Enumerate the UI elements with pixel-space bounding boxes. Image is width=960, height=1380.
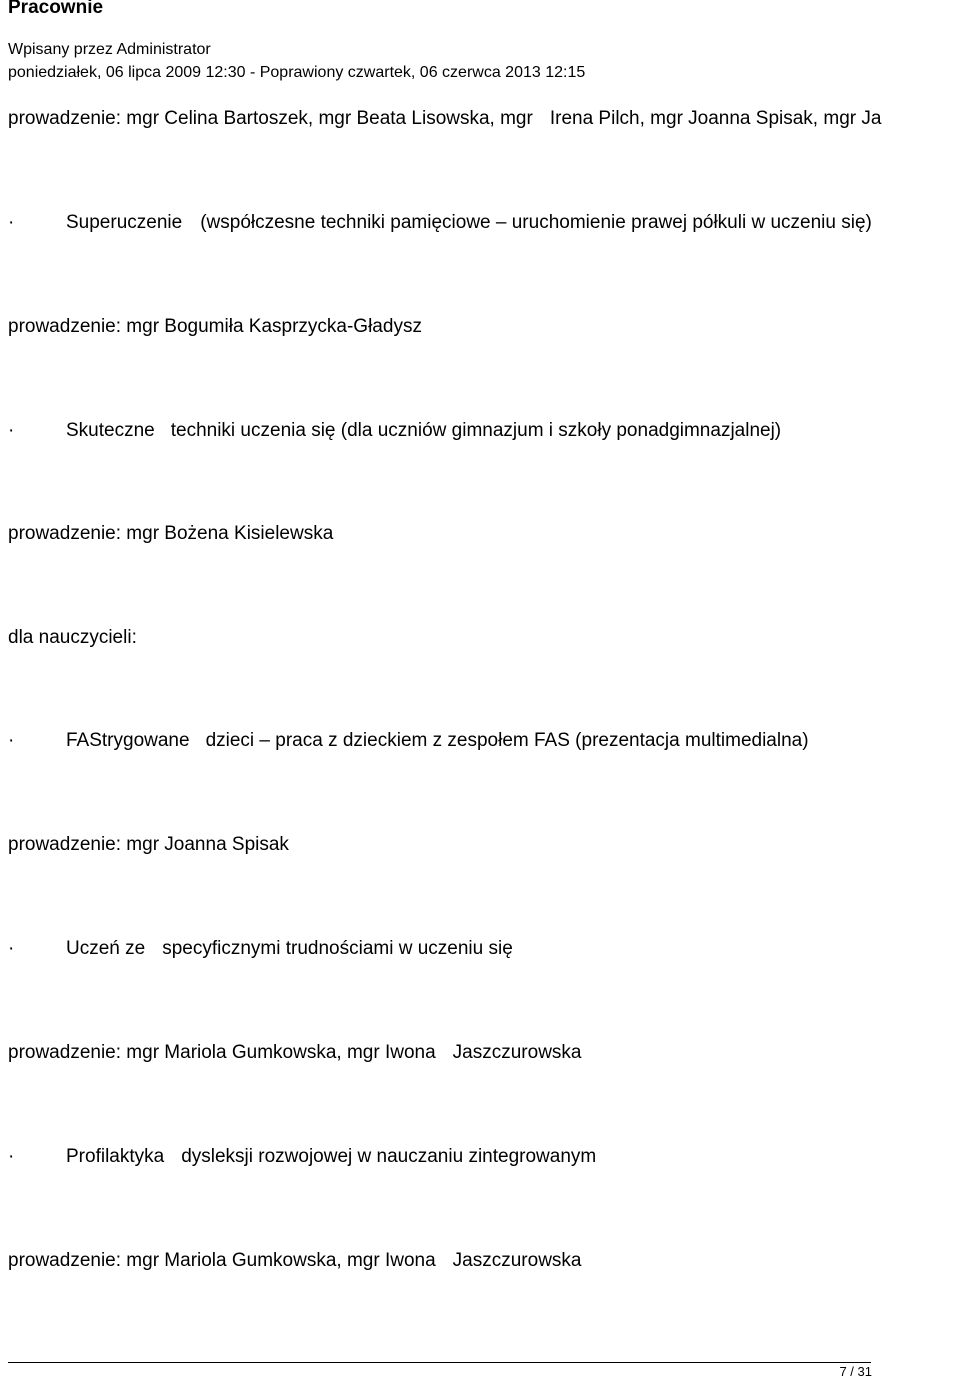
list-item-description: (współczesne techniki pamięciowe – uruchomienie prawej półkuli w uczeniu się) [200,212,872,233]
lead-text-continued: Jaszczurowska [452,1250,582,1271]
list-item-description: techniki uczenia się (dla uczniów gimnazjum i szkoły ponadgimnazjalnej) [170,420,782,441]
list-item-term: Superuczenie [66,212,183,233]
bullet-icon: · [8,1146,15,1167]
list-item [8,1145,596,1169]
bullet-icon: · [8,212,15,233]
lead-paragraph-2: prowadzenie: mgr Bogumiła Kasprzycka-Gładysz [8,316,422,337]
list-item [8,729,809,753]
page-title: Pracownie [8,0,104,18]
lead-paragraph-5 [8,1041,582,1065]
list-item [8,419,781,443]
bullet-icon: · [8,938,15,959]
list-item-description: dysleksji rozwojowej w nauczaniu zintegrowanym [181,1146,597,1167]
lead-paragraph-4: prowadzenie: mgr Joanna Spisak [8,834,289,855]
lead-paragraph-3: prowadzenie: mgr Bożena Kisielewska [8,523,334,544]
bullet-icon: · [8,420,15,441]
lead-paragraph-1 [8,107,881,131]
footer-divider [8,1362,871,1363]
section-heading: dla nauczycieli: [8,627,137,648]
list-item-term: Skuteczne [66,420,155,441]
lead-text: prowadzenie: mgr Mariola Gumkowska, mgr Iwona [8,1250,436,1271]
author-line: Wpisany przez Administrator [8,41,211,58]
list-item-description: dzieci – praca z dzieckiem z zespołem FAS (prezentacja multimedialna) [205,730,809,751]
list-item [8,937,513,961]
lead-paragraph-6 [8,1249,582,1273]
list-item-description: specyficznymi trudnościami w uczeniu się [162,938,513,959]
page-number: 7 / 31 [839,1364,872,1379]
lead-text: prowadzenie: mgr Mariola Gumkowska, mgr Iwona [8,1042,436,1063]
list-item-term: FAStrygowane [66,730,190,751]
lead-text-continued: Jaszczurowska [452,1042,582,1063]
list-item-term: Profilaktyka [66,1146,165,1167]
bullet-icon: · [8,730,15,751]
list-item-term: Uczeń ze [66,938,146,959]
lead-text-continued: Irena Pilch, mgr Joanna Spisak, mgr Ja [549,108,882,129]
date-line: poniedziałek, 06 lipca 2009 12:30 - Poprawiony czwartek, 06 czerwca 2013 12:15 [8,64,586,81]
lead-text: prowadzenie: mgr Celina Bartoszek, mgr Beata Lisowska, mgr [8,108,533,129]
list-item [8,211,872,235]
